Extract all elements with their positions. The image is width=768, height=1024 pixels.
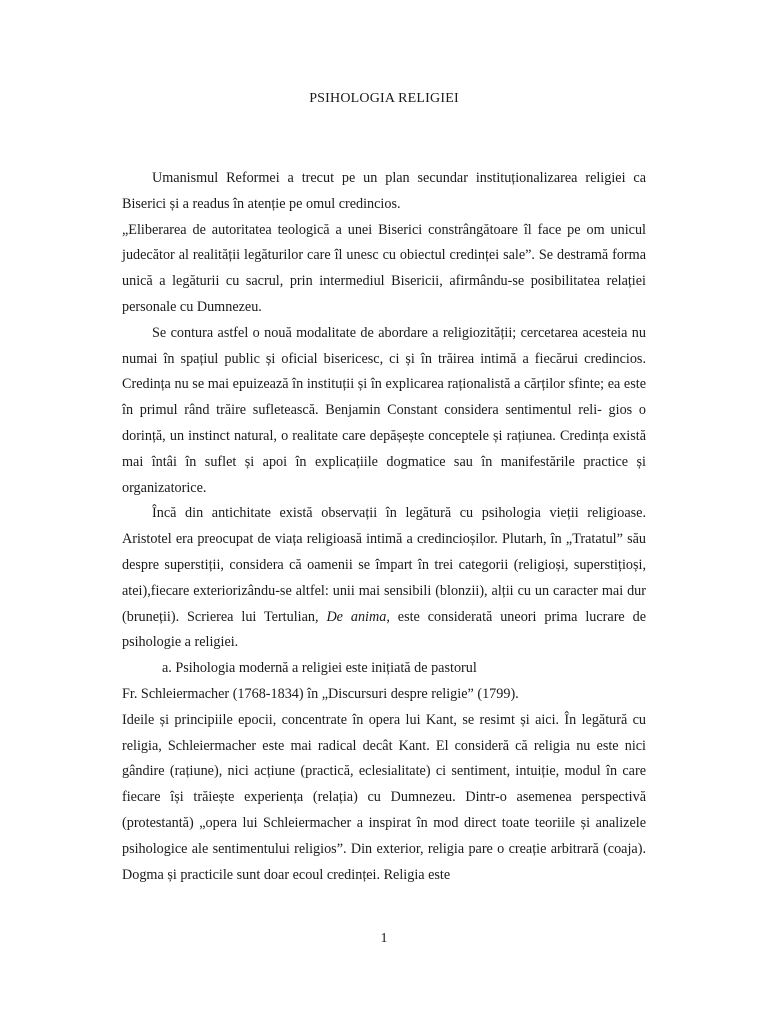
paragraph-4-end: , este considerată uneori prima lucrare de psihologie a religiei. (122, 608, 646, 651)
paragraph-6: Ideile și principiile epocii, concentrate în opera lui Kant, se resimt și aici. În legătură cu religia, Schleiermacher este mai radical decât Kant. El consideră că religia nu este nici gândire (rațiune), nici acțiune (practică, eclesialitate) ci sentiment, intuiție, modul în care fiecare își trăiește experiența (relația) cu Dumnezeu. Dintr-o asemenea perspectivă (protestantă) „opera lui Schleiermacher a inspirat în mod direct toate teoriile și analizele psihologice ale sentimentului religios”. Din exterior, religia pare o creație arbitrară (coaja). Dogma și practicile sunt doar ecoul credinței. Religia este (122, 711, 646, 883)
paragraph-5: Fr. Schleiermacher (1768-1834) în „Discursuri despre religie” (1799). (122, 685, 519, 702)
paragraph-1: Umanismul Reformei a trecut pe un plan secundar instituționalizarea religiei ca Biserici și a readus în atenție pe omul credincios. (122, 170, 646, 212)
page-number: 1 (380, 931, 388, 946)
work-title-de-anima: De anima (326, 608, 387, 625)
document-body (122, 166, 646, 888)
paragraph-4 (122, 501, 646, 656)
paragraph-3: Se contura astfel o nouă modalitate de abordare a religiozității; cercetarea acesteia nu numai în spațiul public și oficial bisericesc, ci și în trăirea intimă a fiecărui credincios. Credința nu se mai epuizează în instituții și în explicarea raționalistă a cărților sfinte; ea este în primul rând trăire sufletească. Benjamin Constant considera sentimentul reli- gios o dorință, un instinct natural, o realitate care depășește conceptele și rațiunea. Credința există mai întâi în suflet și apoi în explicațiile dogmatice sau în manifestările practice și organizatorice. (122, 324, 646, 496)
list-item-a: a. Psihologia modernă a religiei este inițiată de pastorul (162, 660, 477, 677)
paragraph-2: „Eliberarea de autoritatea teologică a unei Biserici constrângătoare îl face pe om unicul judecător al realității legăturilor care îl unesc cu obiectul credinței sale”. Se destramă forma unică a legăturii cu sacrul, prin intermediul Bisericii, afirmându-se posibilitatea relației personale cu Dumnezeu. (122, 221, 646, 315)
paragraph-4-text: Încă din antichitate există observații în legătură cu psihologia vieții religioase. Aristotel era preocupat de viața religioasă intimă a credincioșilor. Plutarh, în „Tratatul” său despre superstiții, considera că oamenii se împart în trei categorii (religioși, superstițioși, atei),fiecare exteriorizându-se altfel: unii mai sensibili (blonzii), alții cu un caracter mai dur (bruneții). Scrierea lui Tertulian, (122, 505, 646, 625)
document-title: PSIHOLOGIA RELIGIEI (309, 91, 459, 106)
